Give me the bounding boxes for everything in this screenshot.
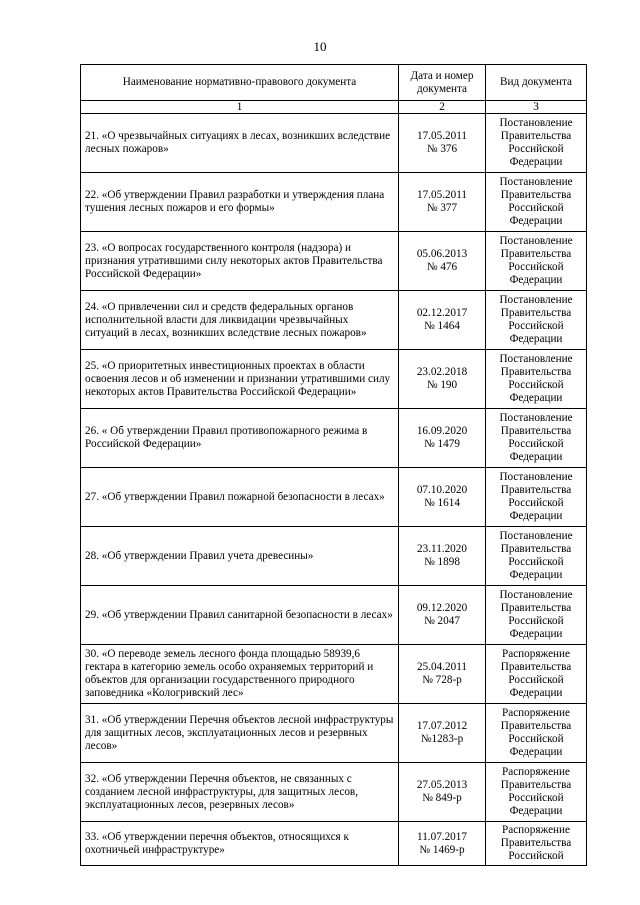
date-number-cell: [399, 822, 486, 866]
document-name-cell: 33. «Об утверждении перечня объектов, относящихся к охотничьей инфраструктуре»: [81, 822, 399, 866]
document-date: 17.05.2011: [417, 130, 467, 142]
document-type-cell: Постановление Правительства Российской Федерации: [486, 232, 587, 291]
document-number: № 1898: [424, 556, 460, 568]
document-number: № 1614: [424, 497, 460, 509]
table-row: [81, 527, 587, 586]
document-number: № 190: [426, 379, 458, 391]
document-date: 25.04.2011: [417, 661, 467, 673]
column-number: 3: [486, 101, 587, 114]
date-number-cell: [399, 114, 486, 173]
document-date: 23.11.2020: [417, 543, 467, 555]
date-number-cell: [399, 763, 486, 822]
table-row: [81, 468, 587, 527]
document-number: № 1469-р: [419, 843, 465, 856]
document-type-cell: Распоряжение Правительства Российской: [486, 822, 587, 866]
table-header-row: [81, 65, 587, 101]
document-date: 16.09.2020: [416, 425, 468, 437]
document-type-cell: Постановление Правительства Российской Федерации: [486, 409, 587, 468]
document-date: 05.06.2013: [416, 248, 468, 260]
date-number-cell: [399, 350, 486, 409]
document-number: № 1464: [424, 320, 460, 332]
document-type-cell: Постановление Правительства Российской Федерации: [486, 350, 587, 409]
document-number: №1283-р: [420, 733, 464, 745]
document-type-cell: Распоряжение Правительства Российской Федерации: [486, 763, 587, 822]
column-number: 2: [399, 101, 486, 114]
document-type-cell: Распоряжение Правительства Российской Федерации: [486, 645, 587, 704]
document-name-cell: 21. «О чрезвычайных ситуациях в лесах, возникших вследствие лесных пожаров»: [81, 114, 399, 173]
document-type-cell: Постановление Правительства Российской Федерации: [486, 173, 587, 232]
document-date: 17.05.2011: [417, 189, 467, 201]
document-number: № 849-р: [422, 792, 462, 804]
document-number: № 377: [426, 202, 458, 214]
document-number: № 2047: [424, 615, 460, 627]
table-row: [81, 645, 587, 704]
document-name-cell: 26. « Об утверждении Правил противопожарного режима в Российской Федерации»: [81, 409, 399, 468]
document-name-cell: 23. «О вопросах государственного контроля (надзора) и признания утратившими силу некоторых актов Правительства Российской Федерации»: [81, 232, 399, 291]
date-number-cell: [399, 586, 486, 645]
table-row: [81, 173, 587, 232]
header-date-number: Дата и номер документа: [399, 65, 486, 101]
date-number-cell: [399, 409, 486, 468]
table-row: [81, 350, 587, 409]
date-number-cell: [399, 704, 486, 763]
header-document-name: Наименование нормативно-правового документа: [81, 65, 399, 101]
document-number: № 728-р: [422, 674, 462, 686]
document-date: 09.12.2020: [416, 602, 468, 614]
page-number: 10: [313, 39, 327, 54]
table-row: [81, 704, 587, 763]
document-date: 11.07.2017: [417, 830, 467, 843]
table-row: [81, 586, 587, 645]
column-number: 1: [81, 101, 399, 114]
document-name-cell: 30. «О переводе земель лесного фонда площадью 58939,6 гектара в категорию земель особо охраняемых территорий и объектов для организации государственного природного заповедника «Кологривский лес»: [81, 645, 399, 704]
document-date: 27.05.2013: [416, 779, 468, 791]
table-row: [81, 291, 587, 350]
document-date: 23.02.2018: [416, 366, 468, 378]
document-type-cell: Распоряжение Правительства Российской Федерации: [486, 704, 587, 763]
table-row: [81, 232, 587, 291]
document-name-cell: 31. «Об утверждении Перечня объектов лесной инфраструктуры для защитных лесов, эксплуатационных лесов и резервных лесов»: [81, 704, 399, 763]
document-type-cell: Постановление Правительства Российской Федерации: [486, 468, 587, 527]
document-date: 07.10.2020: [416, 484, 468, 496]
document-number: № 1479: [424, 438, 460, 450]
table-row: [81, 763, 587, 822]
document-type-cell: Постановление Правительства Российской Федерации: [486, 291, 587, 350]
date-number-cell: [399, 291, 486, 350]
document-type-cell: Постановление Правительства Российской Федерации: [486, 527, 587, 586]
document-name-cell: 22. «Об утверждении Правил разработки и утверждения плана тушения лесных пожаров и его формы»: [81, 173, 399, 232]
document-name-cell: 27. «Об утверждении Правил пожарной безопасности в лесах»: [81, 468, 399, 527]
document-number: № 376: [426, 143, 458, 155]
document-type-cell: Постановление Правительства Российской Федерации: [486, 586, 587, 645]
table-body: [81, 114, 587, 866]
document-date: 02.12.2017: [416, 307, 468, 319]
document-date: 17.07.2012: [416, 720, 468, 732]
date-number-cell: [399, 468, 486, 527]
date-number-cell: [399, 527, 486, 586]
document-type-cell: Постановление Правительства Российской Федерации: [486, 114, 587, 173]
documents-table: [80, 64, 587, 866]
document-number: № 476: [426, 261, 458, 273]
table-row: [81, 822, 587, 866]
document-name-cell: 24. «О привлечении сил и средств федеральных органов исполнительной власти для ликвидации чрезвычайных ситуаций в лесах, возникших вследствие лесных пожаров»: [81, 291, 399, 350]
document-name-cell: 25. «О приоритетных инвестиционных проектах в области освоения лесов и об изменении и признании утратившими силу некоторых актов Правительства Российской Федерации»: [81, 350, 399, 409]
date-number-cell: [399, 173, 486, 232]
header-document-type: Вид документа: [486, 65, 587, 101]
table-row: [81, 409, 587, 468]
document-name-cell: 29. «Об утверждении Правил санитарной безопасности в лесах»: [81, 586, 399, 645]
column-number-row: [81, 101, 587, 114]
document-name-cell: 32. «Об утверждении Перечня объектов, не связанных с созданием лесной инфраструктуры, для защитных лесов, эксплуатационных лесов, резервных лесов»: [81, 763, 399, 822]
document-name-cell: 28. «Об утверждении Правил учета древесины»: [81, 527, 399, 586]
date-number-cell: [399, 645, 486, 704]
table-row: [81, 114, 587, 173]
date-number-cell: [399, 232, 486, 291]
